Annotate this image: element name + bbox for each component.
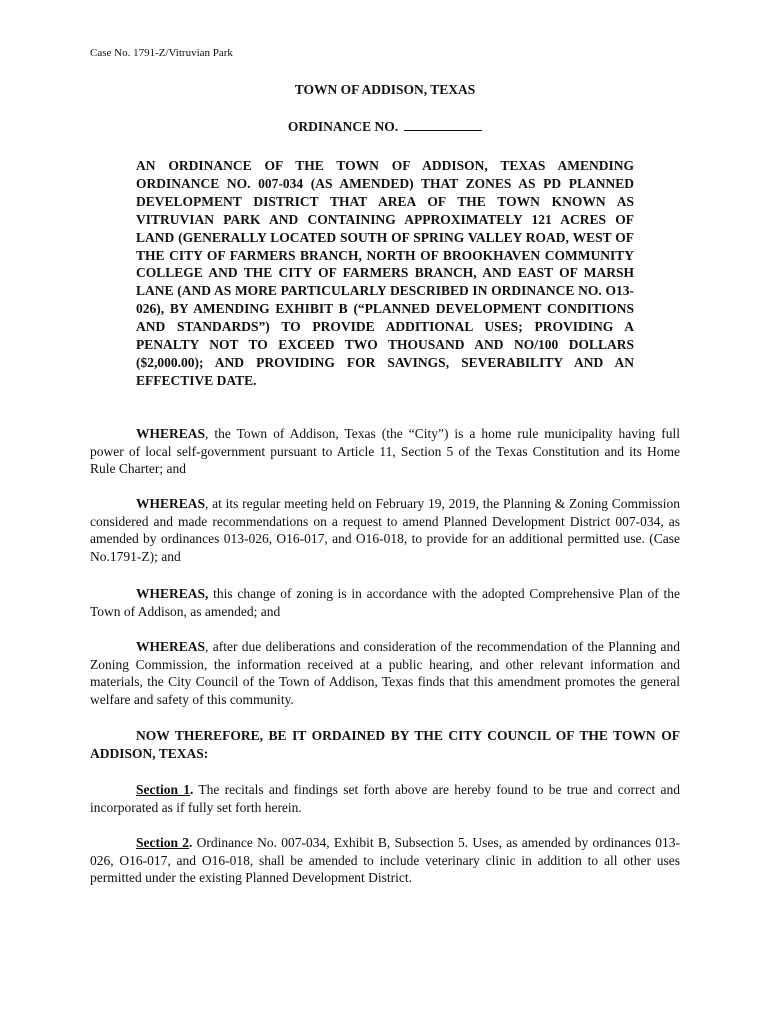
whereas-lead: WHEREAS: [136, 496, 206, 511]
whereas-paragraph-3: [90, 585, 680, 620]
section-1-paragraph: [90, 781, 680, 816]
section-2-punct: .: [189, 835, 193, 850]
section-2-text: Ordinance No. 007-034, Exhibit B, Subsection 5. Uses, as amended by ordinances 013-026, O16-017, and O16-018, shall be amended to include veterinary clinic in addition to all other uses permitted under the existing Planned Development District.: [90, 835, 680, 886]
whereas-lead: WHEREAS: [136, 426, 206, 441]
ordinance-number-blank: [404, 118, 482, 131]
now-therefore-text: NOW THEREFORE, BE IT ORDAINED BY THE CITY COUNCIL OF THE TOWN OF ADDISON, TEXAS:: [90, 728, 680, 761]
section-2-label: Section 2: [136, 835, 190, 850]
section-1-label: Section 1: [136, 782, 191, 797]
whereas-paragraph-2: [90, 495, 680, 565]
town-title: TOWN OF ADDISON, TEXAS: [294, 82, 476, 97]
whereas-text: , after due deliberations and consideration of the recommendation of the Planning and Zoning Commission, the information received at a public hearing, and other relevant information and materials, the City Council of the Town of Addison, Texas finds that this amendment promotes the general welfare and safety of this community.: [90, 639, 680, 707]
whereas-lead: WHEREAS: [136, 639, 206, 654]
ordinance-label: ORDINANCE NO.: [287, 119, 399, 134]
whereas-paragraph-4: [90, 638, 680, 708]
case-number: Case No. 1791-Z/Vitruvian Park: [90, 47, 233, 59]
whereas-text: , the Town of Addison, Texas (the “City”) is a home rule municipality having full power of local self-government pursuant to Article 11, Section 5 of the Texas Constitution and its Home Rule Charter; and: [90, 426, 680, 477]
section-2-paragraph: [90, 834, 680, 887]
section-1-punct: .: [190, 782, 194, 797]
whereas-text: , at its regular meeting held on February 19, 2019, the Planning & Zoning Commission considered and made recommendations on a request to amend Planned Development District 007-034, as amended by ordinances 013-026, O16-017, and O16-018, to provide for an additional permitted use. (Case No.1791-Z); and: [90, 496, 680, 564]
whereas-paragraph-1: [90, 425, 680, 478]
whereas-lead: WHEREAS,: [136, 586, 209, 601]
now-therefore-clause: [90, 727, 680, 762]
ordinance-caption: AN ORDINANCE OF THE TOWN OF ADDISON, TEXAS AMENDING ORDINANCE NO. 007-034 (AS AMENDED) THAT ZONES AS PD PLANNED DEVELOPMENT DISTRICT THAT AREA OF THE TOWN KNOWN AS VITRUVIAN PARK AND CONTAINING APPROXIMATELY 121 ACRES OF LAND (GENERALLY LOCATED SOUTH OF SPRING VALLEY ROAD, WEST OF THE CITY OF FARMERS BRANCH, NORTH OF BROOKHAVEN COMMUNITY COLLEGE AND THE CITY OF FARMERS BRANCH, AND EAST OF MARSH LANE (AND AS MORE PARTICULARLY DESCRIBED IN ORDINANCE NO. O13-026), BY AMENDING EXHIBIT B (“PLANNED DEVELOPMENT CONDITIONS AND STANDARDS”) TO PROVIDE ADDITIONAL USES; PROVIDING A PENALTY NOT TO EXCEED TWO THOUSAND AND NO/100 DOLLARS ($2,000.00); AND PROVIDING FOR SAVINGS, SEVERABILITY AND AN EFFECTIVE DATE.: [136, 158, 634, 388]
ordinance-number-line: [0, 118, 770, 135]
section-1-text: The recitals and findings set forth above are hereby found to be true and correct and incorporated as if fully set forth herein.: [90, 782, 680, 815]
whereas-text: this change of zoning is in accordance with the adopted Comprehensive Plan of the Town of Addison, as amended; and: [90, 586, 680, 619]
